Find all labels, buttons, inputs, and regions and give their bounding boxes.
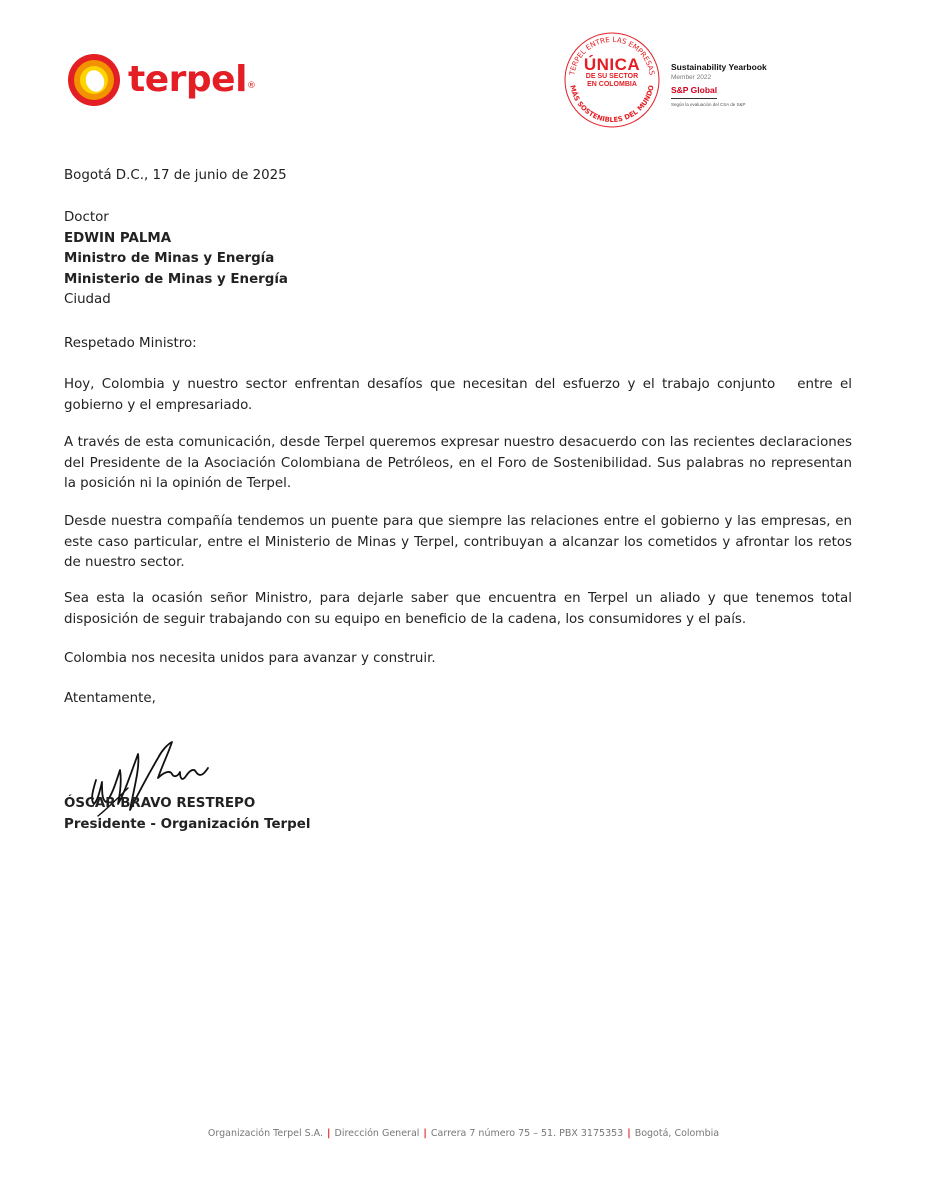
- brand-wordmark: terpel®: [128, 59, 256, 100]
- paragraph-2: A través de esta comunicación, desde Terpel queremos expresar nuestro desacuerdo con las recientes declaraciones del Presidente de la Asociación Colombiana de Petróleos, en el Foro de Sostenibilidad. Sus palabras no representan la posición ni la opinión de Terpel.: [64, 435, 852, 491]
- sp-yearbook-badge: [671, 62, 811, 108]
- terpel-logo: [66, 52, 255, 108]
- recipient-title: Doctor: [64, 210, 109, 225]
- paragraph-5: Colombia nos necesita unidos para avanzar y construir.: [64, 651, 436, 666]
- paragraph-3: Desde nuestra compañía tendemos un puente para que siempre las relaciones entre el gobierno y las empresas, en este caso particular, entre el Ministerio de Minas y Terpel, contribuyan a alcanzar los cometidos y afrontar los retos de nuestro sector.: [64, 514, 852, 570]
- footer-company: Organización Terpel S.A.: [207, 1128, 324, 1139]
- seal-ring-top: TERPEL ENTRE LAS EMPRESAS: [567, 34, 657, 76]
- paragraph-1: Hoy, Colombia y nuestro sector enfrentan desafíos que necesitan del esfuerzo y el trabajo conjunto entre el gobierno y el empresariado.: [64, 377, 857, 413]
- recipient-block: [64, 208, 852, 311]
- trademark-symbol: ®: [246, 81, 256, 91]
- recipient-role: Ministro de Minas y Energía: [64, 251, 275, 266]
- svg-text:MÁS SOSTENIBLES DEL MUNDO: [568, 84, 655, 124]
- signer-title: Presidente - Organización Terpel: [64, 816, 311, 832]
- closing: Atentamente,: [64, 691, 156, 706]
- footer-address: Carrera 7 número 75 – 51. PBX 3175353: [430, 1128, 624, 1139]
- recipient-city: Ciudad: [64, 292, 111, 307]
- footer-separator: |: [627, 1128, 631, 1139]
- signer-name: ÓSCAR BRAVO RESTREPO: [64, 796, 256, 811]
- seal-line-1: DE SU SECTOR: [585, 73, 639, 80]
- letter-date: Bogotá D.C., 17 de junio de 2025: [64, 168, 287, 183]
- paragraph-4: Sea esta la ocasión señor Ministro, para dejarle saber que encuentra en Terpel un aliado y que tenemos total disposición de seguir trabajando con su equipo en beneficio de la cadena, los consumidores y el país.: [64, 591, 852, 627]
- seal-line-2: EN COLOMBIA: [587, 81, 637, 88]
- footer-city: Bogotá, Colombia: [634, 1128, 720, 1139]
- recipient-org: Ministerio de Minas y Energía: [64, 271, 288, 287]
- seal-ring-bottom: MÁS SOSTENIBLES DEL MUNDO: [568, 84, 656, 125]
- footer-separator: |: [423, 1128, 427, 1139]
- yearbook-divider: [671, 98, 717, 99]
- footer-separator: |: [327, 1128, 331, 1139]
- yearbook-title: Sustainability Yearbook: [671, 62, 767, 72]
- salutation: Respetado Ministro:: [64, 336, 197, 351]
- yearbook-note: Según la evaluación del CSA de S&P: [671, 102, 746, 107]
- recipient-name: EDWIN PALMA: [64, 230, 172, 246]
- yearbook-member: Member 2022: [671, 74, 712, 81]
- seal-center: [562, 56, 662, 89]
- seal-main-word: ÚNICA: [583, 55, 641, 74]
- signer-block: [64, 794, 852, 835]
- sp-global-label: S&P Global: [671, 85, 718, 95]
- terpel-logo-icon: [66, 52, 122, 108]
- page-footer: [0, 1128, 927, 1139]
- footer-department: Dirección General: [334, 1128, 420, 1139]
